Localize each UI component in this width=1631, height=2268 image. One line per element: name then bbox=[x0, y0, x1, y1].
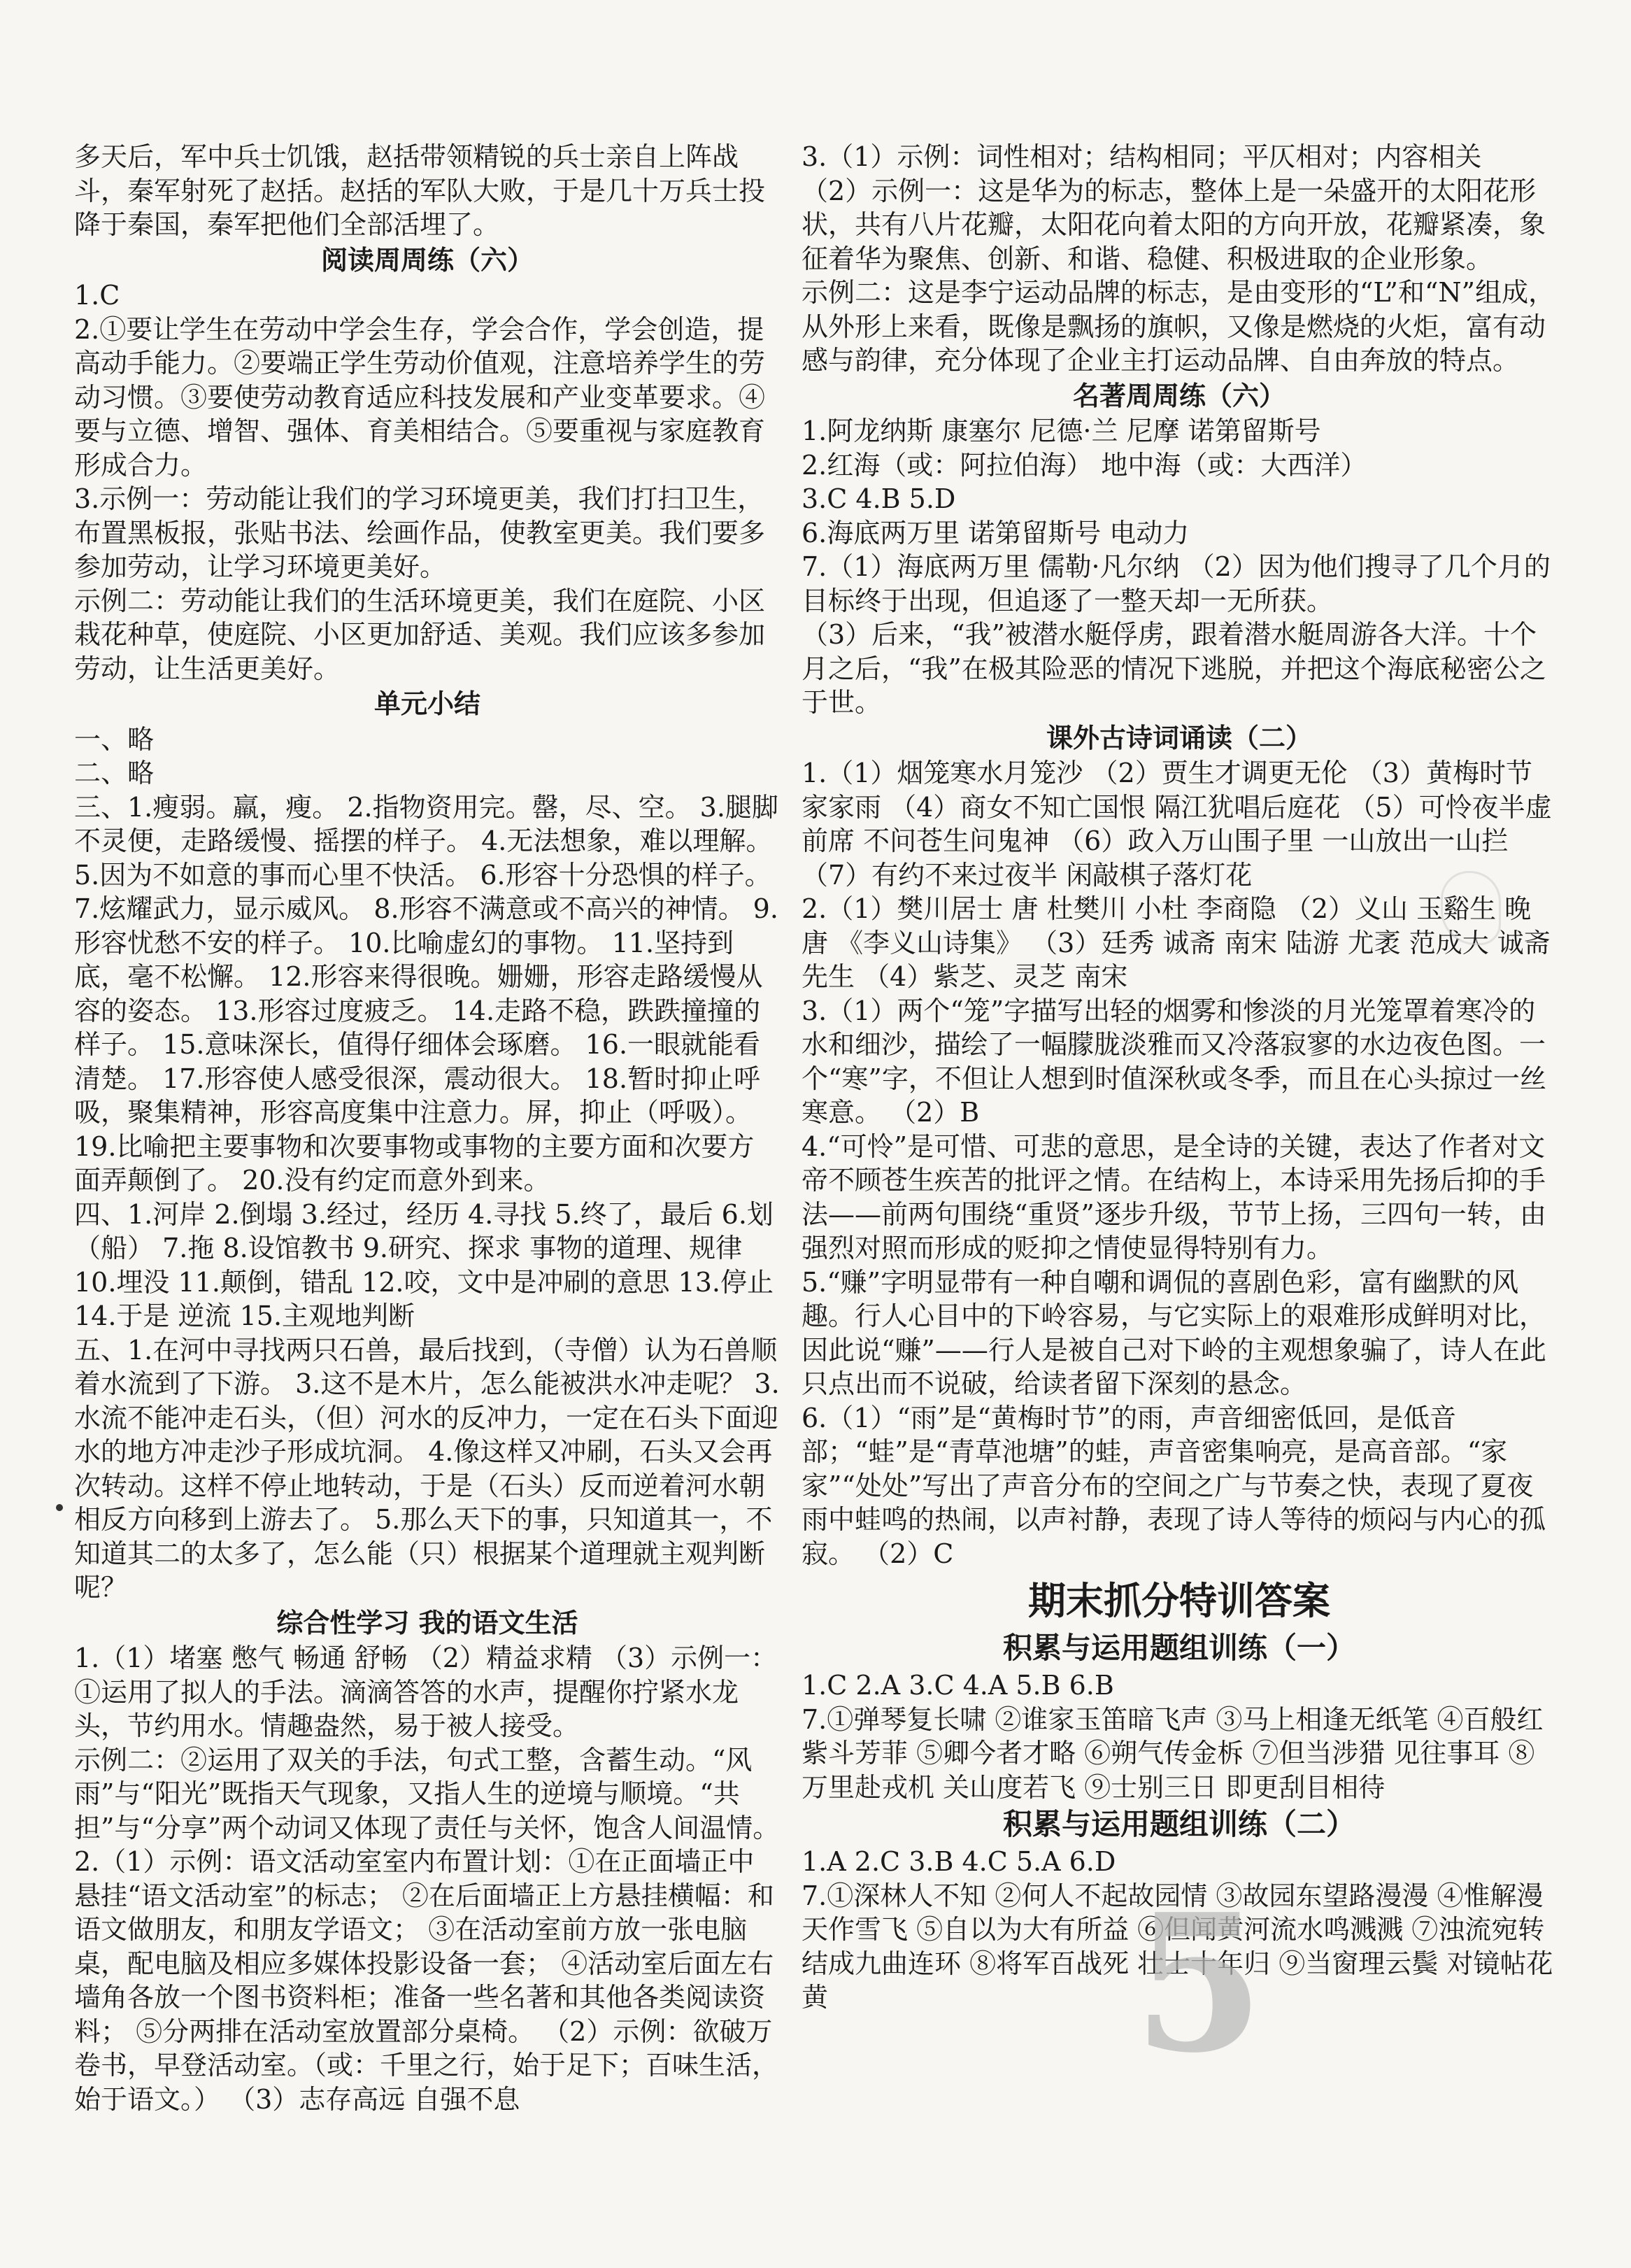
answer-paragraph: 1.C bbox=[74, 280, 120, 311]
answer-paragraph: （3）后来，“我”被潜水艇俘虏，跟着潜水艇周游各大洋。十个月之后，“我”在极其险恶的情况下逃脱，并把这个海底秘密公之于世。 bbox=[802, 619, 1546, 718]
page-number: 5 bbox=[1133, 1872, 1265, 2095]
answer-paragraph: 3.（1）示例：词性相对；结构相同；平仄相对；内容相关 bbox=[802, 141, 1482, 172]
answer-paragraph: 2.（1）樊川居士 唐 杜樊川 小杜 李商隐 （2）义山 玉谿生 晚唐 《李义山诗集》 （3）廷秀 诚斋 南宋 陆游 尤袤 范成大 诚斋先生 （4）紫芝、灵芝 南宋 bbox=[802, 893, 1551, 992]
answer-paragraph: 三、1.瘦弱。羸，瘦。 2.指物资用完。罄，尽、空。 3.腿脚不灵便，走路缓慢、摇摆的样子。 4.无法想象，难以理解。 5.因为不如意的事而心里不快活。 6.形容十分恐惧的样子。 7.炫耀武力，显示威风。 8.形容不满意或不高兴的神情。 9.形容忧愁不安的样子。 10.比喻虚幻的事物。 11.坚持到底，毫不松懈。 12.形容来得很晚。姗姗，形容走路缓慢从容的姿态。 13.形容过度疲乏。 14.走路不稳，跌跌撞撞的样子。 15.意味深长，值得仔细体会琢磨。 16.一眼就能看清楚。 17.形容使人感受很深，震动很大。 18.暂时抑止呼吸，聚集精神，形容高度集中注意力。屏，抑止（呼吸）。 19.比喻把主要事物和次要事物或事物的主要方面和次要方面弄颠倒了。 20.没有约定而意外到来。 bbox=[74, 791, 781, 1196]
section-heading: 综合性学习 我的语文生活 bbox=[276, 1607, 578, 1638]
answer-paragraph: 7.①弹琴复长啸 ②谁家玉笛暗飞声 ③马上相逢无纸笔 ④百般红紫斗芳菲 ⑤卿今者才略 ⑥朔气传金柝 ⑦但当涉猎 见往事耳 ⑧万里赴戎机 关山度若飞 ⑨士别三日 即更刮目相待 bbox=[802, 1703, 1544, 1803]
answer-paragraph: 1.A 2.C 3.B 4.C 5.A 6.D bbox=[802, 1846, 1116, 1877]
answer-paragraph: 3.（1）两个“笼”字描写出轻的烟雾和惨淡的月光笼罩着寒冷的水和细沙，描绘了一幅朦胧淡雅而又冷落寂寥的水边夜色图。一个“寒”字，不但让人想到时值深秋或冬季，而且在心头掠过一丝寒意。 （2）B bbox=[802, 995, 1546, 1128]
answer-paragraph: 四、1.河岸 2.倒塌 3.经过，经历 4.寻找 5.终了，最后 6.划（船） 7.拖 8.设馆教书 9.研究、探求 事物的道理、规律 10.埋没 11.颠倒，错乱 12.咬，文中是冲刷的意思 13.停止 14.于是 逆流 15.主观地判断 bbox=[74, 1198, 783, 1331]
left-column bbox=[74, 140, 781, 2116]
answer-paragraph: （2）示例一：这是华为的标志，整体上是一朵盛开的太阳花形状，共有八片花瓣，太阳花向着太阳的方向开放，花瓣紧凑，象征着华为聚焦、创新、和谐、稳健、积极进取的企业形象。 bbox=[802, 175, 1546, 274]
answer-paragraph: 1.C 2.A 3.C 4.A 5.B 6.B bbox=[802, 1670, 1114, 1701]
answer-paragraph: 7.①深林人不知 ②何人不起故园情 ③故园东望路漫漫 ④惟解漫天作雪飞 ⑤自以为大有所益 ⑥但闻黄河流水鸣溅溅 ⑦浊流宛转 结成九曲连环 ⑧将军百战死 壮士十年归 ⑨当窗理云鬓 对镜帖花黄 bbox=[802, 1880, 1553, 2013]
answer-paragraph: 5.“赚”字明显带有一种自嘲和调侃的喜剧色彩，富有幽默的风趣。行人心目中的下岭容易，与它实际上的艰难形成鲜明对比，因此说“赚”——行人是被自己对下岭的主观想象骗了，诗人在此只点出而不说破，给读者留下深刻的悬念。 bbox=[802, 1266, 1546, 1399]
section-heading: 阅读周周练（六） bbox=[320, 244, 534, 276]
section-heading: 课外古诗词诵读（二） bbox=[1046, 722, 1312, 753]
answer-paragraph: 6.（1）“雨”是“黄梅时节”的雨，声音细密低回，是低音部；“蛙”是“青草池塘”的蛙，声音密集响亮，是高音部。“家家”“处处”写出了声音分布的空间之广与节奏之快，表现了夏夜雨中蛙鸣的热闹，以声衬静，表现了诗人等待的烦闷与内心的孤寂。 （2）C bbox=[802, 1402, 1546, 1569]
section-heading: 单元小结 bbox=[373, 688, 480, 719]
stamp-mark bbox=[1441, 871, 1501, 945]
answer-paragraph: 二、略 bbox=[74, 758, 155, 788]
answer-paragraph: 2.①要让学生在劳动中学会生存，学会合作，学会创造，提高动手能力。②要端正学生劳动价值观，注意培养学生的劳动习惯。③要使劳动教育适应科技发展和产业变革要求。④要与立德、增智、强体、育美相结合。⑤要重视与家庭教育形成合力。 bbox=[74, 313, 766, 481]
answer-paragraph: 4.“可怜”是可惜、可悲的意思，是全诗的关键，表达了作者对文帝不顾苍生疾苦的批评之情。在结构上，本诗采用先扬后抑的手法——前两句围绕“重贤”逐步升级，节节上扬，三四句一转，由强烈对照而形成的贬抑之情使显得特别有力。 bbox=[802, 1131, 1546, 1263]
answer-paragraph: 1.阿龙纳斯 康塞尔 尼德·兰 尼摩 诺第留斯号 bbox=[802, 416, 1321, 446]
answer-paragraph: 6.海底两万里 诺第留斯号 电动力 bbox=[802, 517, 1190, 548]
right-column bbox=[802, 140, 1557, 2015]
section-heading: 名著周周练（六） bbox=[1072, 380, 1285, 411]
answer-paragraph: 3.示例一：劳动能让我们的学习环境更美，我们打扫卫生，布置黑板报，张贴书法、绘画作品，使教室更美。我们要多参加劳动，让学习环境更美好。 bbox=[74, 483, 766, 582]
speck bbox=[56, 1504, 63, 1511]
answer-paragraph: 3.C 4.B 5.D bbox=[802, 483, 956, 514]
section-heading: 积累与运用题组训练（一） bbox=[1002, 1631, 1355, 1665]
answer-paragraph: 示例二：劳动能让我们的生活环境更美，我们在庭院、小区栽花种草，使庭院、小区更加舒适、美观。我们应该多参加劳动，让生活更美好。 bbox=[74, 585, 766, 684]
answer-paragraph: 五、1.在河中寻找两只石兽，最后找到，（寺僧）认为石兽顺着水流到了下游。 3.这不是木片，怎么能被洪水冲走呢？ 3.水流不能冲走石头，（但）河水的反冲力，一定在石头下面迎水的地方冲走沙子形成坑洞。 4.像这样又冲刷，石头又会再次转动。这样不停止地转动，于是（石头）反而逆着河水朝相反方向移到上游去了。 5.那么天下的事，只知道其一，不知道其二的太多了，怎么能（只）根据某个道理就主观判断呢？ bbox=[74, 1334, 780, 1603]
section-heading: 期末抓分特训答案 bbox=[1028, 1579, 1330, 1623]
answer-paragraph: 一、略 bbox=[74, 723, 155, 755]
answer-paragraph: 示例二：这是李宁运动品牌的标志，是由变形的“L”和“N”组成，从外形上来看，既像是飘扬的旗帜，又像是燃烧的火炬，富有动感与韵律，充分体现了企业主打运动品牌、自由奔放的特点。 bbox=[802, 277, 1555, 376]
answer-paragraph: 2.（1）示例：语文活动室室内布置计划：①在正面墙正中悬挂“语文活动室”的标志； ②在后面墙正上方悬挂横幅：和语文做朋友，和朋友学语文； ③在活动室前方放一张电脑桌，配电脑及相应多媒体投影设备一套； ④活动室后面左右墙角各放一个图书资料柜；准备一些名著和其他各类阅读资料； ⑤分两排在活动室放置部分桌椅。 （2）示例：欲破万卷书，早登活动室。（或：千里之行，始于足下；百味生活，始于语文。） （3）志存高远 自强不息 bbox=[74, 1846, 779, 2115]
answer-paragraph: 2.红海（或：阿拉伯海） 地中海（或：大西洋） bbox=[802, 449, 1367, 481]
section-heading: 积累与运用题组训练（二） bbox=[1002, 1807, 1355, 1841]
answer-paragraph: 示例二：②运用了双关的手法，句式工整，含蓄生动。“风雨”与“阳光”既指天气现象，又指人生的逆境与顺境。“共担”与“分享”两个动词又体现了责任与关怀，饱含人间温情。 bbox=[74, 1744, 780, 1843]
answer-paragraph: 1.（1）烟笼寒水月笼沙 （2）贾生才调更无伦 （3）黄梅时节家家雨 （4）商女不知亡国恨 隔江犹唱后庭花 （5）可怜夜半虚前席 不问苍生问鬼神 （6）政入万山围子里 一山放出一山拦 （7）有约不来过夜半 闲敲棋子落灯花 bbox=[802, 758, 1552, 891]
answer-paragraph: 7.（1）海底两万里 儒勒·凡尔纳 （2）因为他们搜寻了几个月的目标终于出现，但追逐了一整天却一无所获。 bbox=[802, 551, 1551, 616]
answer-paragraph: 多天后，军中兵士饥饿，赵括带领精锐的兵士亲自上阵战斗，秦军射死了赵括。赵括的军队大败，于是几十万兵士投降于秦国，秦军把他们全部活埋了。 bbox=[74, 141, 766, 240]
answer-paragraph: 1.（1）堵塞 憋气 畅通 舒畅 （2）精益求精 （3）示例一：①运用了拟人的手法。滴滴答答的水声，提醒你拧紧水龙头，节约用水。情趣盎然，易于被人接受。 bbox=[74, 1643, 778, 1741]
